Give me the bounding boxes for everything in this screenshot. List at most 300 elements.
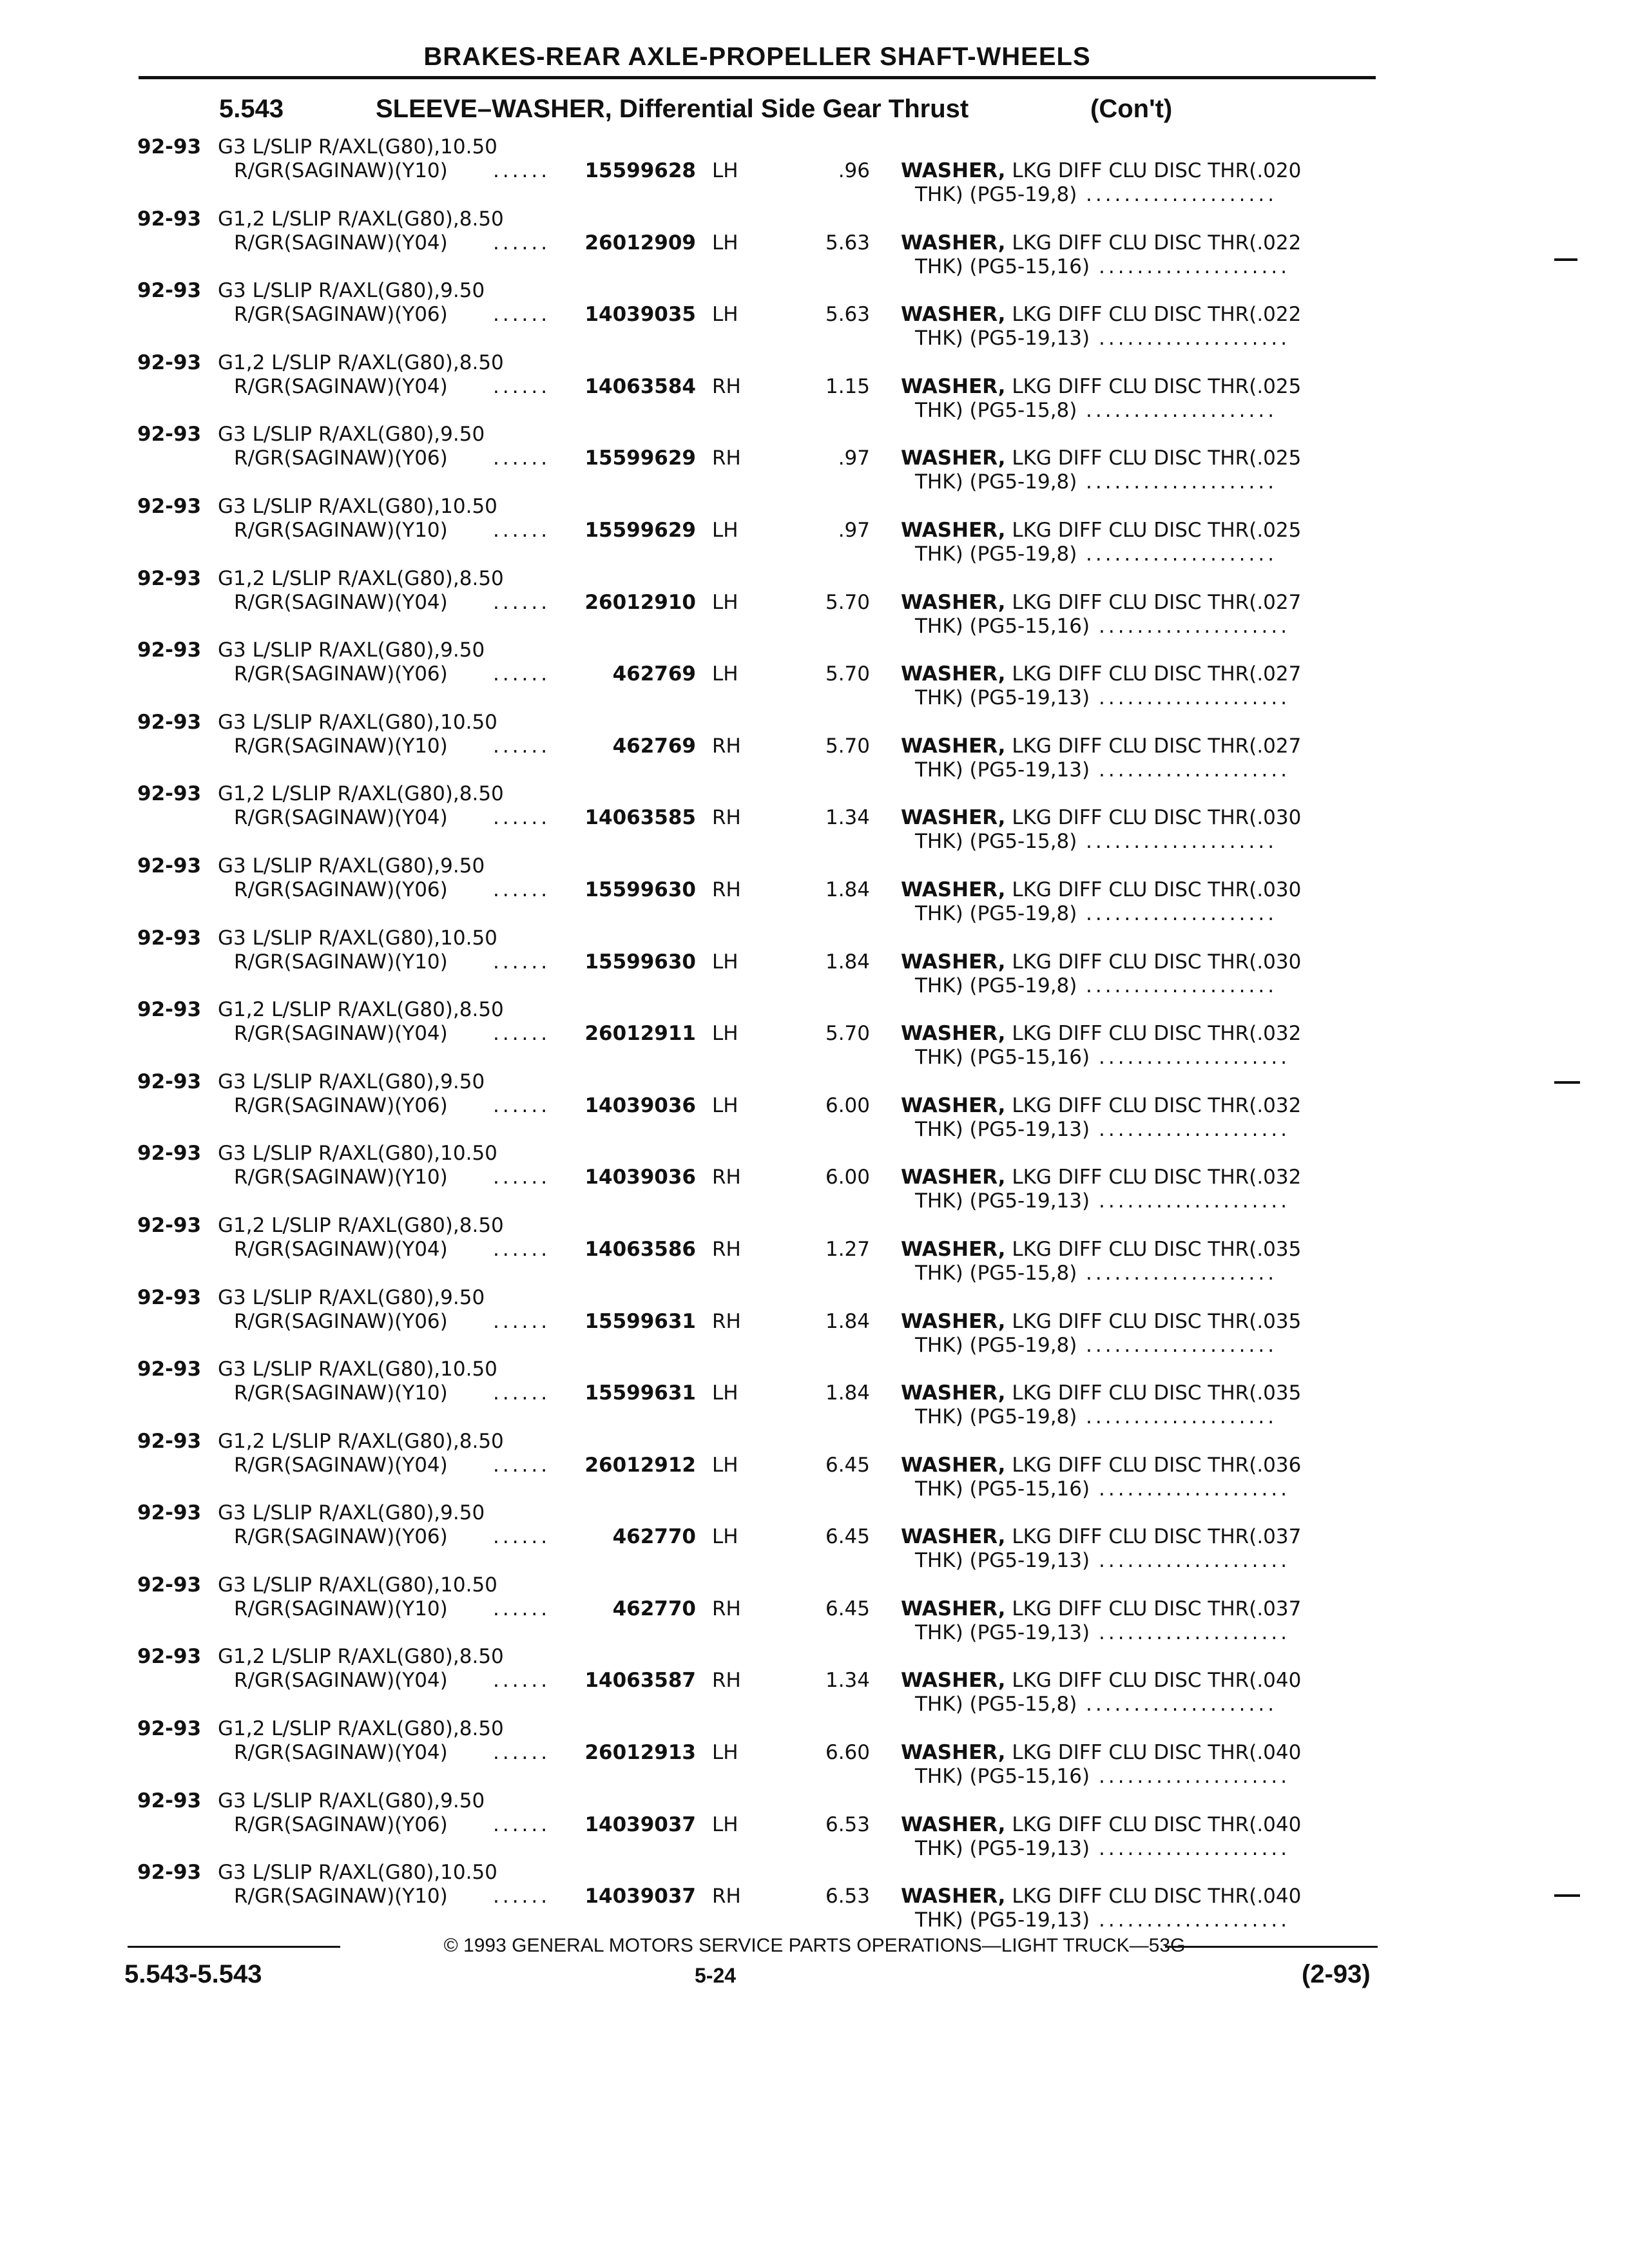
dot-leader: ...... — [493, 159, 551, 182]
model-years: 92-93 — [137, 1573, 202, 1597]
dot-leader: ...... — [493, 1453, 551, 1477]
description-line-1 — [901, 1741, 1301, 1764]
model-years: 92-93 — [137, 1285, 202, 1309]
model-years: 92-93 — [137, 1789, 202, 1812]
description-line-1 — [901, 1310, 1301, 1333]
application-line-1: G3 L/SLIP R/AXL(G80),9.50 — [218, 1070, 485, 1093]
part-number: 14039037 — [584, 1885, 696, 1908]
side-code: LH — [712, 1525, 738, 1549]
description-line-1 — [901, 1094, 1301, 1117]
table-row — [0, 711, 1629, 783]
description-line-2: THK) (PG5-15,8) — [915, 1693, 1077, 1716]
part-number: 14039036 — [584, 1093, 696, 1117]
dot-leader: .................... — [1099, 686, 1291, 710]
description-line-1 — [901, 1238, 1301, 1261]
margin-dash — [1554, 258, 1577, 261]
table-row — [0, 1286, 1629, 1358]
application-line-1: G3 L/SLIP R/AXL(G80),10.50 — [218, 1358, 497, 1381]
description-text: LKG DIFF CLU DISC THR(.040 — [1005, 1812, 1302, 1836]
application-line-2: R/GR(SAGINAW)(Y06) — [234, 303, 448, 327]
side-code: RH — [712, 447, 741, 470]
description-line-1 — [901, 1597, 1301, 1620]
dot-leader: .................... — [1086, 183, 1278, 206]
application-line-1: G3 L/SLIP R/AXL(G80),10.50 — [218, 926, 497, 950]
application-line-1: G1,2 L/SLIP R/AXL(G80),8.50 — [218, 782, 504, 806]
description-text: LKG DIFF CLU DISC THR(.022 — [1005, 303, 1302, 327]
application-line-2: R/GR(SAGINAW)(Y04) — [234, 374, 448, 398]
dot-leader: ...... — [493, 1597, 551, 1620]
model-years: 92-93 — [137, 782, 202, 806]
description-keyword: WASHER, — [901, 518, 1006, 542]
part-number: 26012909 — [584, 231, 696, 255]
application-line-1: G3 L/SLIP R/AXL(G80),10.50 — [218, 1573, 497, 1597]
table-row — [0, 639, 1629, 711]
description-line-2: THK) (PG5-19,8) — [915, 183, 1077, 206]
description-keyword: WASHER, — [901, 303, 1006, 327]
description-line-1 — [901, 662, 1301, 686]
description-line-2: THK) (PG5-15,8) — [915, 1261, 1077, 1285]
price: 1.84 — [825, 950, 870, 974]
description-keyword: WASHER, — [901, 590, 1006, 614]
description-line-1 — [901, 1669, 1301, 1692]
description-line-2: THK) (PG5-15,16) — [915, 1765, 1090, 1789]
price: 1.84 — [825, 1381, 870, 1405]
description-line-2: THK) (PG5-15,16) — [915, 1046, 1090, 1070]
description-keyword: WASHER, — [901, 1812, 1006, 1836]
description-text: LKG DIFF CLU DISC THR(.030 — [1005, 806, 1302, 830]
description-line-1 — [901, 1885, 1301, 1908]
description-line-2: THK) (PG5-19,8) — [915, 1405, 1077, 1429]
description-line-1 — [901, 375, 1301, 398]
description-line-2: THK) (PG5-15,8) — [915, 398, 1077, 422]
description-line-1 — [901, 735, 1301, 758]
application-line-2: R/GR(SAGINAW)(Y04) — [234, 231, 448, 255]
model-years: 92-93 — [137, 566, 202, 590]
dot-leader: .................... — [1086, 1261, 1278, 1285]
application-line-2: R/GR(SAGINAW)(Y10) — [234, 1381, 448, 1405]
side-code: RH — [712, 878, 741, 901]
table-row — [0, 1142, 1629, 1214]
description-text: LKG DIFF CLU DISC THR(.040 — [1005, 1885, 1302, 1908]
description-line-2: THK) (PG5-19,13) — [915, 327, 1090, 351]
model-years: 92-93 — [137, 1358, 202, 1381]
application-line-1: G1,2 L/SLIP R/AXL(G80),8.50 — [218, 1645, 504, 1669]
description-text: LKG DIFF CLU DISC THR(.020 — [1005, 159, 1302, 182]
table-row — [0, 1573, 1629, 1646]
dot-leader: ...... — [493, 1309, 551, 1333]
parts-list — [0, 135, 1629, 1933]
part-number: 462770 — [612, 1525, 696, 1549]
description-line-1 — [901, 806, 1301, 829]
price: 6.45 — [825, 1597, 870, 1620]
price: 5.70 — [825, 1022, 870, 1046]
side-code: RH — [712, 1669, 741, 1693]
part-number: 15599631 — [584, 1309, 696, 1333]
application-line-2: R/GR(SAGINAW)(Y10) — [234, 734, 448, 758]
side-code: LH — [712, 662, 738, 686]
description-line-1 — [901, 231, 1301, 255]
description-text: LKG DIFF CLU DISC THR(.032 — [1005, 1093, 1302, 1117]
description-text: LKG DIFF CLU DISC THR(.037 — [1005, 1525, 1302, 1549]
application-line-1: G3 L/SLIP R/AXL(G80),10.50 — [218, 710, 497, 734]
dot-leader: .................... — [1086, 1405, 1278, 1429]
application-line-1: G1,2 L/SLIP R/AXL(G80),8.50 — [218, 998, 504, 1022]
model-years: 92-93 — [137, 1142, 202, 1166]
part-number: 462769 — [612, 734, 696, 758]
side-code: RH — [712, 1166, 741, 1189]
price: 5.63 — [825, 231, 870, 255]
dot-leader: .................... — [1099, 1477, 1291, 1501]
price: 6.53 — [825, 1885, 870, 1908]
description-text: LKG DIFF CLU DISC THR(.035 — [1005, 1309, 1302, 1333]
description-text: LKG DIFF CLU DISC THR(.035 — [1005, 1237, 1302, 1261]
table-row — [0, 998, 1629, 1070]
application-line-1: G1,2 L/SLIP R/AXL(G80),8.50 — [218, 1213, 504, 1237]
part-number: 14063586 — [584, 1237, 696, 1261]
table-row — [0, 567, 1629, 639]
dot-leader: ...... — [493, 1669, 551, 1693]
table-row — [0, 782, 1629, 854]
part-number: 26012913 — [584, 1741, 696, 1765]
dot-leader: .................... — [1099, 1549, 1291, 1573]
dot-leader: ...... — [493, 1381, 551, 1405]
model-years: 92-93 — [137, 423, 202, 447]
model-years: 92-93 — [137, 279, 202, 303]
dot-leader: .................... — [1099, 1046, 1291, 1070]
price: 1.84 — [825, 1309, 870, 1333]
side-code: LH — [712, 1022, 738, 1046]
price: 6.00 — [825, 1093, 870, 1117]
section-continued: (Con't) — [1090, 95, 1173, 123]
dot-leader: ...... — [493, 590, 551, 614]
part-number: 14039035 — [584, 303, 696, 327]
description-line-2: THK) (PG5-15,16) — [915, 255, 1090, 278]
dot-leader: .................... — [1086, 974, 1278, 997]
dot-leader: ...... — [493, 1741, 551, 1765]
description-keyword: WASHER, — [901, 1525, 1006, 1549]
description-text: LKG DIFF CLU DISC THR(.040 — [1005, 1669, 1302, 1693]
description-line-1 — [901, 591, 1301, 614]
dot-leader: .................... — [1099, 1908, 1291, 1932]
description-line-2: THK) (PG5-19,8) — [915, 901, 1077, 925]
description-keyword: WASHER, — [901, 374, 1006, 398]
description-text: LKG DIFF CLU DISC THR(.030 — [1005, 878, 1302, 901]
description-line-1 — [901, 878, 1301, 901]
description-keyword: WASHER, — [901, 662, 1006, 686]
model-years: 92-93 — [137, 1717, 202, 1741]
application-line-2: R/GR(SAGINAW)(Y10) — [234, 1166, 448, 1189]
description-keyword: WASHER, — [901, 1453, 1006, 1477]
table-row — [0, 135, 1629, 207]
application-line-1: G1,2 L/SLIP R/AXL(G80),8.50 — [218, 351, 504, 374]
table-row — [0, 1430, 1629, 1502]
part-number: 15599630 — [584, 950, 696, 974]
description-keyword: WASHER, — [901, 231, 1006, 255]
description-text: LKG DIFF CLU DISC THR(.032 — [1005, 1166, 1302, 1189]
table-row — [0, 279, 1629, 351]
model-years: 92-93 — [137, 207, 202, 231]
price: 1.27 — [825, 1237, 870, 1261]
dot-leader: ...... — [493, 1166, 551, 1189]
dot-leader: ...... — [493, 1525, 551, 1549]
application-line-1: G3 L/SLIP R/AXL(G80),9.50 — [218, 854, 485, 878]
description-line-2: THK) (PG5-19,13) — [915, 1117, 1090, 1141]
description-text: LKG DIFF CLU DISC THR(.022 — [1005, 231, 1302, 255]
table-row — [0, 1501, 1629, 1573]
description-line-1 — [901, 950, 1301, 974]
model-years: 92-93 — [137, 1501, 202, 1525]
model-years: 92-93 — [137, 1645, 202, 1669]
side-code: LH — [712, 1381, 738, 1405]
dot-leader: .................... — [1086, 398, 1278, 422]
side-code: RH — [712, 374, 741, 398]
part-number: 26012910 — [584, 590, 696, 614]
description-line-2: THK) (PG5-19,13) — [915, 758, 1090, 782]
price: 1.84 — [825, 878, 870, 901]
application-line-2: R/GR(SAGINAW)(Y10) — [234, 1885, 448, 1908]
section-number: 5.543 — [219, 95, 284, 123]
description-line-2: THK) (PG5-19,8) — [915, 542, 1077, 566]
side-code: RH — [712, 1597, 741, 1620]
table-row — [0, 351, 1629, 423]
application-line-1: G3 L/SLIP R/AXL(G80),10.50 — [218, 1861, 497, 1885]
application-line-2: R/GR(SAGINAW)(Y06) — [234, 662, 448, 686]
footer-revision-date: (2-93) — [1302, 1960, 1371, 1988]
application-line-1: G3 L/SLIP R/AXL(G80),9.50 — [218, 639, 485, 662]
dot-leader: .................... — [1099, 758, 1291, 782]
description-text: LKG DIFF CLU DISC THR(.025 — [1005, 447, 1302, 470]
table-row — [0, 1070, 1629, 1142]
dot-leader: ...... — [493, 1022, 551, 1046]
application-line-2: R/GR(SAGINAW)(Y10) — [234, 518, 448, 542]
description-text: LKG DIFF CLU DISC THR(.035 — [1005, 1381, 1302, 1405]
model-years: 92-93 — [137, 926, 202, 950]
side-code: LH — [712, 1093, 738, 1117]
description-line-2: THK) (PG5-19,13) — [915, 1836, 1090, 1860]
description-text: LKG DIFF CLU DISC THR(.030 — [1005, 950, 1302, 974]
model-years: 92-93 — [137, 1070, 202, 1093]
description-keyword: WASHER, — [901, 806, 1006, 830]
description-keyword: WASHER, — [901, 1093, 1006, 1117]
application-line-2: R/GR(SAGINAW)(Y06) — [234, 1309, 448, 1333]
part-number: 15599629 — [584, 518, 696, 542]
dot-leader: .................... — [1086, 470, 1278, 494]
part-number: 14063584 — [584, 374, 696, 398]
description-text: LKG DIFF CLU DISC THR(.027 — [1005, 734, 1302, 758]
side-code: LH — [712, 231, 738, 255]
description-text: LKG DIFF CLU DISC THR(.032 — [1005, 1022, 1302, 1046]
description-keyword: WASHER, — [901, 1166, 1006, 1189]
footer-page-number: 5-24 — [695, 1964, 737, 1987]
dot-leader: ...... — [493, 734, 551, 758]
dot-leader: ...... — [493, 662, 551, 686]
description-keyword: WASHER, — [901, 1381, 1006, 1405]
part-number: 462770 — [612, 1597, 696, 1620]
description-text: LKG DIFF CLU DISC THR(.036 — [1005, 1453, 1302, 1477]
dot-leader: ...... — [493, 1885, 551, 1908]
price: 6.45 — [825, 1453, 870, 1477]
part-number: 26012911 — [584, 1022, 696, 1046]
application-line-1: G3 L/SLIP R/AXL(G80),9.50 — [218, 1501, 485, 1525]
side-code: LH — [712, 1453, 738, 1477]
price: .96 — [838, 159, 870, 182]
application-line-2: R/GR(SAGINAW)(Y04) — [234, 590, 448, 614]
dot-leader: .................... — [1099, 327, 1291, 351]
description-line-2: THK) (PG5-15,8) — [915, 830, 1077, 854]
table-row — [0, 927, 1629, 999]
price: 5.70 — [825, 734, 870, 758]
side-code: LH — [712, 590, 738, 614]
table-row — [0, 495, 1629, 567]
application-line-2: R/GR(SAGINAW)(Y04) — [234, 806, 448, 830]
dot-leader: ...... — [493, 806, 551, 830]
application-line-1: G1,2 L/SLIP R/AXL(G80),8.50 — [218, 1429, 504, 1453]
header-rule — [139, 76, 1376, 79]
application-line-1: G1,2 L/SLIP R/AXL(G80),8.50 — [218, 1717, 504, 1741]
application-line-1: G1,2 L/SLIP R/AXL(G80),8.50 — [218, 566, 504, 590]
application-line-2: R/GR(SAGINAW)(Y04) — [234, 1453, 448, 1477]
table-row — [0, 1214, 1629, 1286]
table-row — [0, 423, 1629, 495]
part-number: 15599628 — [584, 159, 696, 182]
application-line-2: R/GR(SAGINAW)(Y06) — [234, 1812, 448, 1836]
model-years: 92-93 — [137, 1429, 202, 1453]
side-code: LH — [712, 1741, 738, 1765]
description-keyword: WASHER, — [901, 1309, 1006, 1333]
description-line-2: THK) (PG5-19,13) — [915, 1549, 1090, 1573]
application-line-2: R/GR(SAGINAW)(Y06) — [234, 447, 448, 470]
dot-leader: ...... — [493, 950, 551, 974]
application-line-2: R/GR(SAGINAW)(Y06) — [234, 1525, 448, 1549]
dot-leader: .................... — [1099, 1117, 1291, 1141]
side-code: LH — [712, 1812, 738, 1836]
application-line-1: G3 L/SLIP R/AXL(G80),9.50 — [218, 1789, 485, 1812]
side-code: LH — [712, 159, 738, 182]
application-line-2: R/GR(SAGINAW)(Y04) — [234, 1237, 448, 1261]
dot-leader: ...... — [493, 374, 551, 398]
description-keyword: WASHER, — [901, 1022, 1006, 1046]
application-line-2: R/GR(SAGINAW)(Y06) — [234, 1093, 448, 1117]
price: 1.15 — [825, 374, 870, 398]
part-number: 15599631 — [584, 1381, 696, 1405]
application-line-1: G3 L/SLIP R/AXL(G80),10.50 — [218, 494, 497, 518]
application-line-2: R/GR(SAGINAW)(Y06) — [234, 878, 448, 901]
price: .97 — [838, 518, 870, 542]
page-header: BRAKES-REAR AXLE-PROPELLER SHAFT-WHEELS — [423, 43, 1091, 71]
description-keyword: WASHER, — [901, 1885, 1006, 1908]
part-number: 14063585 — [584, 806, 696, 830]
description-keyword: WASHER, — [901, 734, 1006, 758]
description-keyword: WASHER, — [901, 1741, 1006, 1765]
application-line-2: R/GR(SAGINAW)(Y10) — [234, 159, 448, 182]
side-code: RH — [712, 1237, 741, 1261]
description-line-2: THK) (PG5-19,8) — [915, 470, 1077, 494]
description-line-1 — [901, 1525, 1301, 1548]
table-row — [0, 854, 1629, 927]
price: 5.63 — [825, 303, 870, 327]
part-number: 14039037 — [584, 1812, 696, 1836]
description-line-1 — [901, 159, 1301, 182]
application-line-2: R/GR(SAGINAW)(Y04) — [234, 1022, 448, 1046]
application-line-2: R/GR(SAGINAW)(Y10) — [234, 1597, 448, 1620]
price: 5.70 — [825, 590, 870, 614]
description-line-2: THK) (PG5-19,13) — [915, 1189, 1090, 1213]
dot-leader: .................... — [1099, 1765, 1291, 1789]
model-years: 92-93 — [137, 639, 202, 662]
table-row — [0, 1861, 1629, 1933]
description-text: LKG DIFF CLU DISC THR(.027 — [1005, 662, 1302, 686]
side-code: LH — [712, 950, 738, 974]
dot-leader: .................... — [1099, 1189, 1291, 1213]
description-line-2: THK) (PG5-19,13) — [915, 686, 1090, 710]
description-text: LKG DIFF CLU DISC THR(.025 — [1005, 374, 1302, 398]
dot-leader: ...... — [493, 878, 551, 901]
application-line-1: G1,2 L/SLIP R/AXL(G80),8.50 — [218, 207, 504, 231]
price: 1.34 — [825, 1669, 870, 1693]
model-years: 92-93 — [137, 351, 202, 374]
model-years: 92-93 — [137, 494, 202, 518]
model-years: 92-93 — [137, 854, 202, 878]
description-line-1 — [901, 1454, 1301, 1477]
table-row — [0, 1789, 1629, 1861]
dot-leader: ...... — [493, 1237, 551, 1261]
side-code: LH — [712, 518, 738, 542]
description-keyword: WASHER, — [901, 447, 1006, 470]
table-row — [0, 1717, 1629, 1789]
price: .97 — [838, 447, 870, 470]
description-line-1 — [901, 447, 1301, 470]
application-line-1: G3 L/SLIP R/AXL(G80),9.50 — [218, 279, 485, 303]
application-line-2: R/GR(SAGINAW)(Y04) — [234, 1669, 448, 1693]
description-keyword: WASHER, — [901, 159, 1006, 182]
model-years: 92-93 — [137, 710, 202, 734]
dot-leader: ...... — [493, 1812, 551, 1836]
footer-copyright: © 1993 GENERAL MOTORS SERVICE PARTS OPERATIONS—LIGHT TRUCK—53G — [443, 1935, 1186, 1956]
dot-leader: .................... — [1099, 614, 1291, 638]
dot-leader: ...... — [493, 518, 551, 542]
side-code: RH — [712, 734, 741, 758]
application-line-2: R/GR(SAGINAW)(Y10) — [234, 950, 448, 974]
price: 6.53 — [825, 1812, 870, 1836]
application-line-1: G3 L/SLIP R/AXL(G80),9.50 — [218, 423, 485, 447]
model-years: 92-93 — [137, 1861, 202, 1885]
description-text: LKG DIFF CLU DISC THR(.027 — [1005, 590, 1302, 614]
dot-leader: .................... — [1099, 1620, 1291, 1644]
application-line-1: G3 L/SLIP R/AXL(G80),9.50 — [218, 1285, 485, 1309]
dot-leader: .................... — [1099, 1836, 1291, 1860]
description-text: LKG DIFF CLU DISC THR(.040 — [1005, 1741, 1302, 1765]
dot-leader: .................... — [1086, 1333, 1278, 1357]
side-code: RH — [712, 1885, 741, 1908]
dot-leader: ...... — [493, 447, 551, 470]
application-line-2: R/GR(SAGINAW)(Y04) — [234, 1741, 448, 1765]
description-line-1 — [901, 1022, 1301, 1045]
application-line-1: G3 L/SLIP R/AXL(G80),10.50 — [218, 1142, 497, 1166]
part-number: 14039036 — [584, 1166, 696, 1189]
description-text: LKG DIFF CLU DISC THR(.037 — [1005, 1597, 1302, 1620]
description-line-2: THK) (PG5-19,13) — [915, 1908, 1090, 1932]
dot-leader: ...... — [493, 1093, 551, 1117]
side-code: RH — [712, 1309, 741, 1333]
description-line-1 — [901, 519, 1301, 542]
part-number: 462769 — [612, 662, 696, 686]
footer-section-range: 5.543-5.543 — [124, 1960, 262, 1988]
section-title: SLEEVE–WASHER, Differential Side Gear Thrust — [376, 95, 969, 123]
table-row — [0, 1645, 1629, 1717]
margin-dash — [1554, 1081, 1580, 1084]
description-text: LKG DIFF CLU DISC THR(.025 — [1005, 518, 1302, 542]
table-row — [0, 207, 1629, 280]
